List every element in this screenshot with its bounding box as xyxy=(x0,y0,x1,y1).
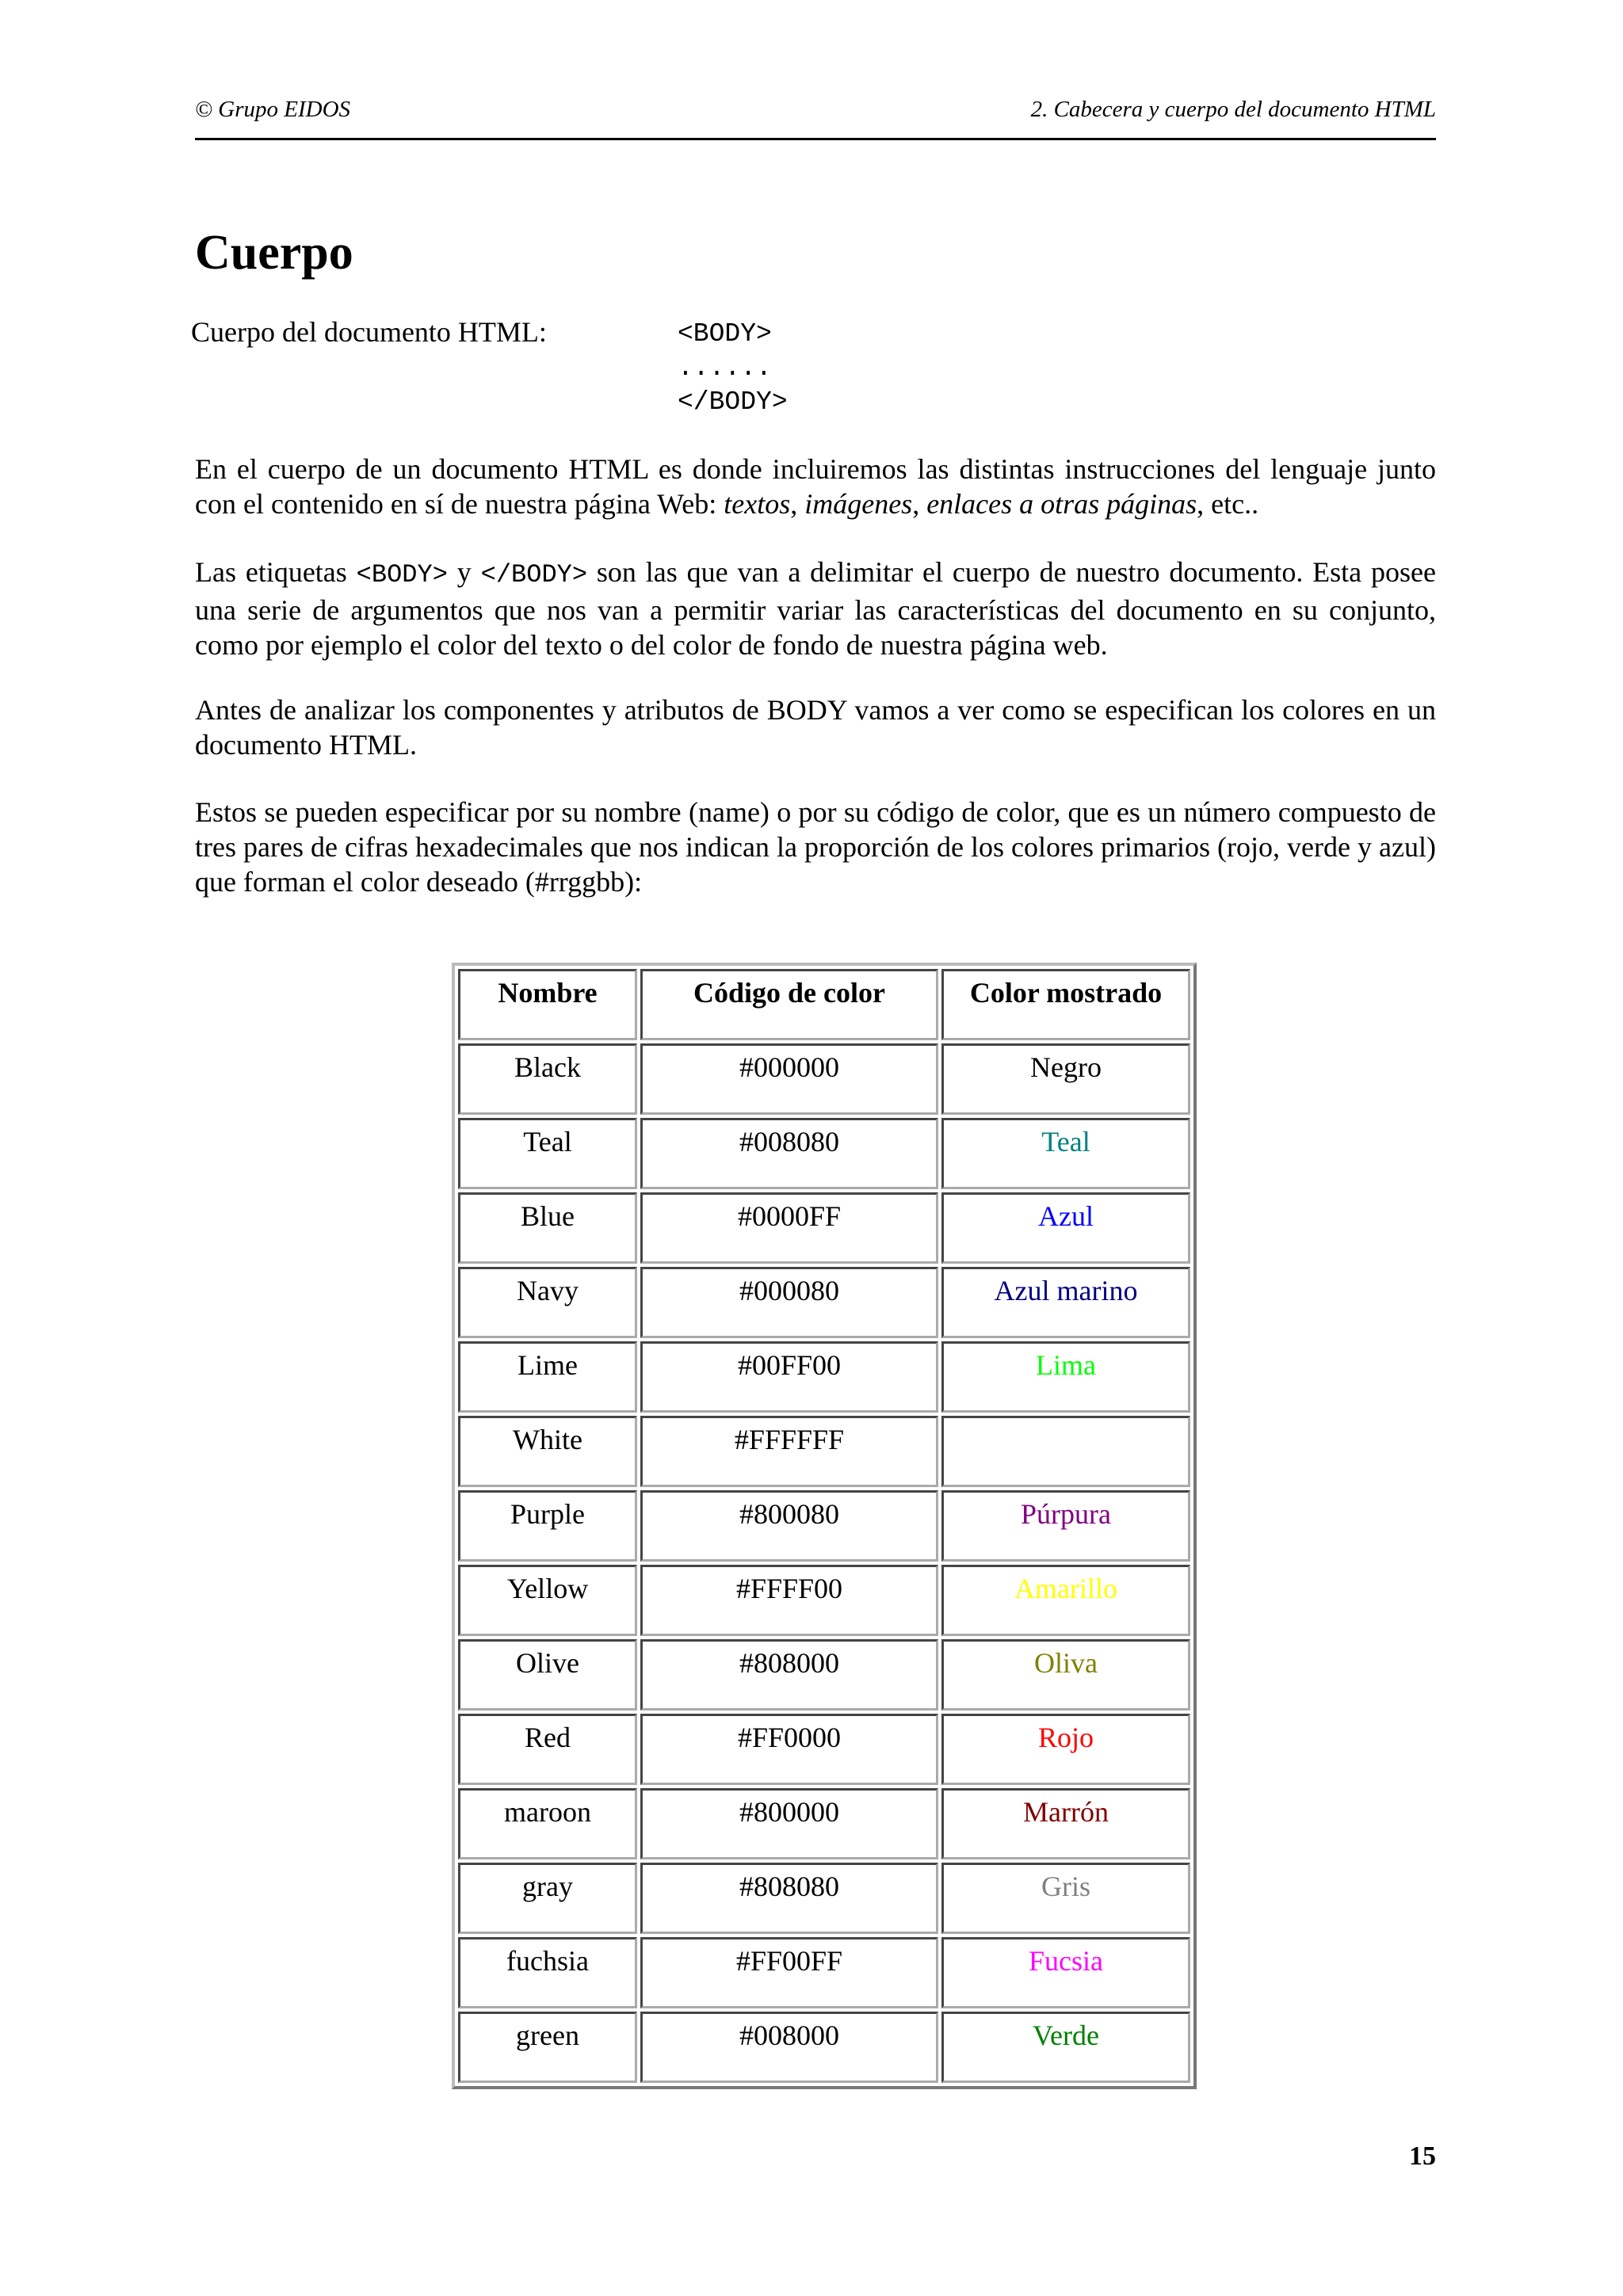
syntax-label: Cuerpo del documento HTML: xyxy=(191,316,547,348)
cell-color-code: #000080 xyxy=(640,1267,938,1338)
column-header-shown: Color mostrado xyxy=(941,969,1190,1040)
separator: , xyxy=(912,488,927,520)
cell-color-code: #800080 xyxy=(640,1490,938,1562)
cell-color-shown: Oliva xyxy=(941,1639,1190,1711)
column-header-name: Nombre xyxy=(458,969,637,1040)
cell-color-name: gray xyxy=(458,1863,637,1934)
cell-color-shown: Negro xyxy=(941,1043,1190,1115)
page-number: 15 xyxy=(1409,2142,1436,2171)
table-row xyxy=(458,1341,1190,1413)
running-header xyxy=(195,97,1436,140)
cell-color-name: White xyxy=(458,1416,637,1487)
cell-color-shown: Azul marino xyxy=(941,1267,1190,1338)
header-publisher: © Grupo EIDOS xyxy=(195,97,351,122)
cell-color-code: #FF0000 xyxy=(640,1714,938,1785)
table-row xyxy=(458,1788,1190,1859)
cell-color-name: Red xyxy=(458,1714,637,1785)
cell-color-name: Yellow xyxy=(458,1565,637,1636)
table-row xyxy=(458,1565,1190,1636)
header-chapter-title: 2. Cabecera y cuerpo del documento HTML xyxy=(1030,97,1436,122)
cell-color-name: Teal xyxy=(458,1118,637,1189)
cell-color-code: #008000 xyxy=(640,2012,938,2083)
cell-color-name: Olive xyxy=(458,1639,637,1711)
table-row xyxy=(458,1490,1190,1562)
paragraph-2-mid: y xyxy=(447,556,481,588)
table-row xyxy=(458,1714,1190,1785)
cell-color-shown: Amarillo xyxy=(941,1565,1190,1636)
cell-color-code: #808080 xyxy=(640,1863,938,1934)
table-row xyxy=(458,1267,1190,1338)
cell-color-shown: Teal xyxy=(941,1118,1190,1189)
cell-color-name: Navy xyxy=(458,1267,637,1338)
cell-color-name: Lime xyxy=(458,1341,637,1413)
paragraph-4: Estos se pueden especificar por su nombre (name) o por su código de color, que es un número compuesto de tres pares de cifras hexadecimales que nos indican la proporción de los colores primarios (rojo, verde y azul) que forman el color deseado (#rrggbb): xyxy=(195,796,1436,898)
table-row xyxy=(458,1118,1190,1189)
cell-color-code: #800000 xyxy=(640,1788,938,1859)
paragraph-1-text: En el cuerpo de un documento HTML es donde incluiremos las distintas instrucciones del lenguaje junto con el contenido en sí de nuestra página Web: xyxy=(195,453,1436,520)
cell-color-code: #000000 xyxy=(640,1043,938,1115)
column-header-code: Código de color xyxy=(640,969,938,1040)
table-row xyxy=(458,1416,1190,1487)
table-row xyxy=(458,2012,1190,2083)
separator: , xyxy=(790,488,805,520)
paragraph-2-rest: son las que van a delimitar el cuerpo de nuestro documento. Esta posee una serie de argumentos que nos van a permitir variar las características del documento en su conjunto, como por ejemplo el color del texto o del color de fondo de nuestra página web. xyxy=(195,556,1436,661)
cell-color-shown: Gris xyxy=(941,1863,1190,1934)
section-title: Cuerpo xyxy=(195,226,353,280)
emphasis-textos: textos xyxy=(724,488,791,520)
cell-color-shown: Azul xyxy=(941,1192,1190,1264)
table-row xyxy=(458,1863,1190,1934)
cell-color-name: maroon xyxy=(458,1788,637,1859)
cell-color-code: #008080 xyxy=(640,1118,938,1189)
cell-color-shown: Verde xyxy=(941,2012,1190,2083)
emphasis-imagenes: imágenes xyxy=(804,488,913,520)
paragraph-1-tail: , etc.. xyxy=(1197,488,1259,520)
body-open-tag: <BODY> xyxy=(356,560,448,589)
cell-color-shown: Lima xyxy=(941,1341,1190,1413)
cell-color-code: #FFFFFF xyxy=(640,1416,938,1487)
cell-color-code: #FF00FF xyxy=(640,1937,938,2008)
cell-color-shown xyxy=(941,1416,1190,1487)
paragraph-2-lead: Las etiquetas xyxy=(195,556,357,588)
cell-color-name: Black xyxy=(458,1043,637,1115)
paragraph-3: Antes de analizar los componentes y atributos de BODY vamos a ver como se especifican los colores en un documento HTML. xyxy=(195,694,1436,761)
table-row xyxy=(458,1043,1190,1115)
cell-color-shown: Púrpura xyxy=(941,1490,1190,1562)
cell-color-name: Blue xyxy=(458,1192,637,1264)
table-row xyxy=(458,1192,1190,1264)
table-header-row xyxy=(458,969,1190,1040)
cell-color-name: Purple xyxy=(458,1490,637,1562)
cell-color-name: fuchsia xyxy=(458,1937,637,2008)
cell-color-name: green xyxy=(458,2012,637,2083)
cell-color-code: #0000FF xyxy=(640,1192,938,1264)
table-row xyxy=(458,1639,1190,1711)
cell-color-shown: Fucsia xyxy=(941,1937,1190,2008)
cell-color-code: #808000 xyxy=(640,1639,938,1711)
paragraph-2 xyxy=(195,555,1436,662)
syntax-code: <BODY> ...... </BODY> xyxy=(678,319,788,417)
cell-color-code: #00FF00 xyxy=(640,1341,938,1413)
body-close-tag: </BODY> xyxy=(480,560,588,589)
cell-color-shown: Marrón xyxy=(941,1788,1190,1859)
table-row xyxy=(458,1937,1190,2008)
emphasis-enlaces: enlaces a otras páginas xyxy=(926,488,1197,520)
cell-color-code: #FFFF00 xyxy=(640,1565,938,1636)
paragraph-1 xyxy=(195,452,1436,521)
color-table xyxy=(452,963,1197,2089)
cell-color-shown: Rojo xyxy=(941,1714,1190,1785)
